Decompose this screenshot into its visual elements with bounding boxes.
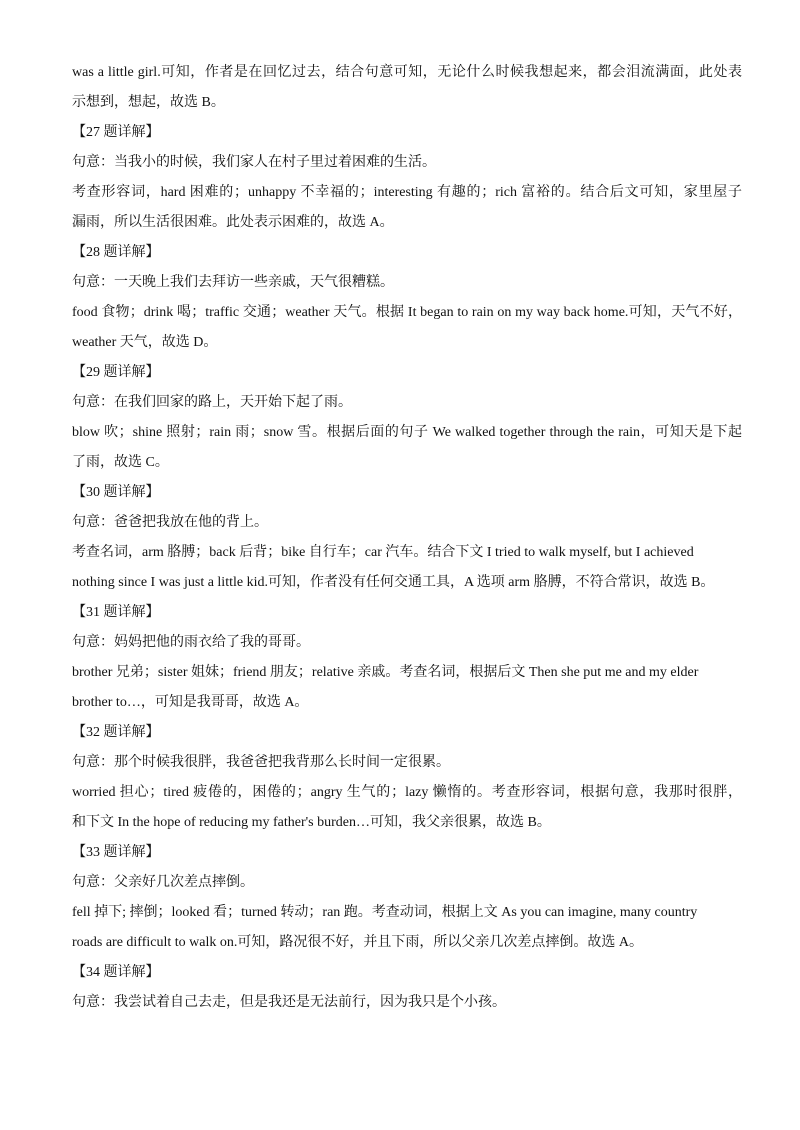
question-heading: 【29 题详解】	[72, 365, 160, 380]
question-heading: 【27 题详解】	[72, 125, 160, 140]
paragraph-line: worried 担心；tired 疲倦的，困倦的；angry 生气的；lazy 懒惰的。考查形容词，根据句意，我那时很胖，	[72, 785, 742, 800]
paragraph-line: roads are difficult to walk on.可知，路况很不好，并且下雨，所以父亲几次差点摔倒。故选 A。	[72, 935, 643, 950]
paragraph-line: 和下文 In the hope of reducing my father's burden…可知，我父亲很累，故选 B。	[72, 815, 551, 830]
paragraph-line: nothing since I was just a little kid.可知，作者没有任何交通工具，A 选项 arm 胳膊，不符合常识，故选 B。	[72, 575, 715, 590]
question-heading: 【31 题详解】	[72, 605, 160, 620]
paragraph-line: was a little girl.可知，作者是在回忆过去，结合句意可知，无论什么时候我想起来，都会泪流满面，此处表	[72, 65, 742, 80]
paragraph-line: 句意：在我们回家的路上，天开始下起了雨。	[72, 395, 352, 410]
paragraph-line: 了雨，故选 C。	[72, 455, 169, 470]
document-page	[72, 58, 742, 1018]
question-heading: 【34 题详解】	[72, 965, 160, 980]
paragraph-line: fell 掉下; 摔倒；looked 看；turned 转动；ran 跑。考查动词，根据上文 As you can imagine, many country	[72, 905, 698, 920]
question-heading: 【33 题详解】	[72, 845, 160, 860]
paragraph-line: 示想到，想起，故选 B。	[72, 95, 225, 110]
paragraph-line: 句意：妈妈把他的雨衣给了我的哥哥。	[72, 635, 310, 650]
paragraph-line: brother 兄弟；sister 姐妹；friend 朋友；relative 亲戚。考查名词，根据后文 Then she put me and my elder	[72, 665, 699, 680]
paragraph-line: 句意：那个时候我很胖，我爸爸把我背那么长时间一定很累。	[72, 755, 450, 770]
paragraph-line: 句意：父亲好几次差点摔倒。	[72, 875, 254, 890]
paragraph-line: 漏雨，所以生活很困难。此处表示困难的，故选 A。	[72, 215, 394, 230]
paragraph-line: brother to…，可知是我哥哥，故选 A。	[72, 695, 309, 710]
paragraph-line: blow 吹；shine 照射；rain 雨；snow 雪。根据后面的句子 We walked together through the rain，可知天是下起	[72, 425, 742, 440]
question-heading: 【32 题详解】	[72, 725, 160, 740]
paragraph-line: weather 天气，故选 D。	[72, 335, 218, 350]
paragraph-line: 句意：我尝试着自己去走，但是我还是无法前行，因为我只是个小孩。	[72, 995, 506, 1010]
paragraph-line: 句意：当我小的时候，我们家人在村子里过着困难的生活。	[72, 155, 436, 170]
question-heading: 【28 题详解】	[72, 245, 160, 260]
paragraph-line: 句意：爸爸把我放在他的背上。	[72, 515, 268, 530]
paragraph-line: 考查名词，arm 胳膊；back 后背；bike 自行车；car 汽车。结合下文 I tried to walk myself, but I achieved	[72, 545, 694, 560]
question-heading: 【30 题详解】	[72, 485, 160, 500]
paragraph-line: 句意：一天晚上我们去拜访一些亲戚，天气很糟糕。	[72, 275, 394, 290]
paragraph-line: 考查形容词，hard 困难的；unhappy 不幸福的；interesting 有趣的；rich 富裕的。结合后文可知，家里屋子	[72, 185, 742, 200]
paragraph-line: food 食物；drink 喝；traffic 交通；weather 天气。根据 It began to rain on my way back home.可知，天气不好，	[72, 305, 742, 320]
